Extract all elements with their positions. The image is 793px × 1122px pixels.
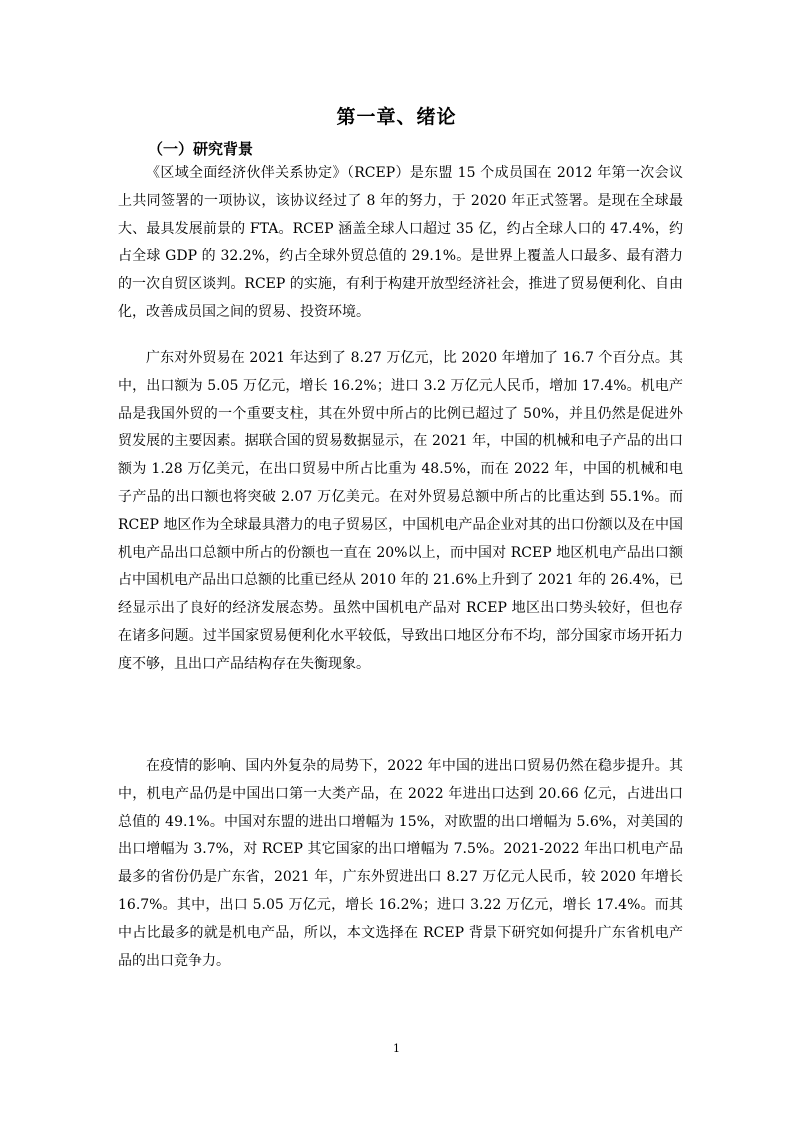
paragraph-2022-trade: 在疫情的影响、国内外复杂的局势下，2022 年中国的进出口贸易仍然在稳步提升。其中，机电产品仍是中国出口第一大类产品，在 2022 年进出口达到 20.66 亿元，占进出口总值的 49.1%。中国对东盟的进出口增幅为 15%，对欧盟的出口增幅为 5.6%，对美国的出口增幅为 3.7%，对 RCEP 其它国家的出口增幅为 7.5%。2021-2022 年出口机电产品最多的省份仍是广东省，2021 年，广东外贸进出口 8.27 万亿元人民币，较 2020 年增长 16.7%。其中，出口 5.05 万亿元，增长 16.2%；进口 3.22 万亿元，增长 17.4%。而其中占比最多的就是机电产品，所以，本文选择在 RCEP 背景下研究如何提升广东省机电产品的出口竞争力。	[118, 758, 683, 969]
chapter-title: 第一章、绪论	[336, 106, 457, 128]
paragraph-rcep-overview: 《区域全面经济伙伴关系协定》（RCEP）是东盟 15 个成员国在 2012 年第一次会议上共同签署的一项协议，该协议经过了 8 年的努力，于 2020 年正式签署。是现在全球最大、最具发展前景的 FTA。RCEP 涵盖全球人口超过 35 亿，约占全球人口的 47.4%，约占全球 GDP 的 32.2%，约占全球外贸总值的 29.1%。是世界上覆盖人口最多、最有潜力的一次自贸区谈判。RCEP 的实施，有利于构建开放型经济社会，推进了贸易便利化、自由化，改善成员国之间的贸易、投资环境。	[118, 165, 683, 320]
section-heading: （一）研究背景	[148, 140, 254, 158]
paragraph-guangdong-trade: 广东对外贸易在 2021 年达到了 8.27 万亿元，比 2020 年增加了 16.7 个百分点。其中，出口额为 5.05 万亿元，增长 16.2%；进口 3.2 万亿元人民币，增加 17.4%。机电产品是我国外贸的一个重要支柱，其在外贸中所占的比例已超过了 50%，并且仍然是促进外贸发展的主要因素。据联合国的贸易数据显示，在 2021 年，中国的机械和电子产品的出口额为 1.28 万亿美元，在出口贸易中所占比重为 48.5%，而在 2022 年，中国的机械和电子产品的出口额也将突破 2.07 万亿美元。在对外贸易总额中所占的比重达到 55.1%。而 RCEP 地区作为全球最具潜力的电子贸易区，中国机电产品企业对其的出口份额以及在中国机电产品出口总额中所占的份额也一直在 20%以上，而中国对 RCEP 地区机电产品出口额占中国机电产品出口总额的比重已经从 2010 年的 21.6%上升到了 2021 年的 26.4%，已经显示出了良好的经济发展态势。虽然中国机电产品对 RCEP 地区出口势头较好，但也存在诸多问题。过半国家贸易便利化水平较低，导致出口地区分布不均，部分国家市场开拓力度不够，且出口产品结构存在失衡现象。	[118, 350, 683, 672]
page-number: 1	[393, 1042, 400, 1055]
